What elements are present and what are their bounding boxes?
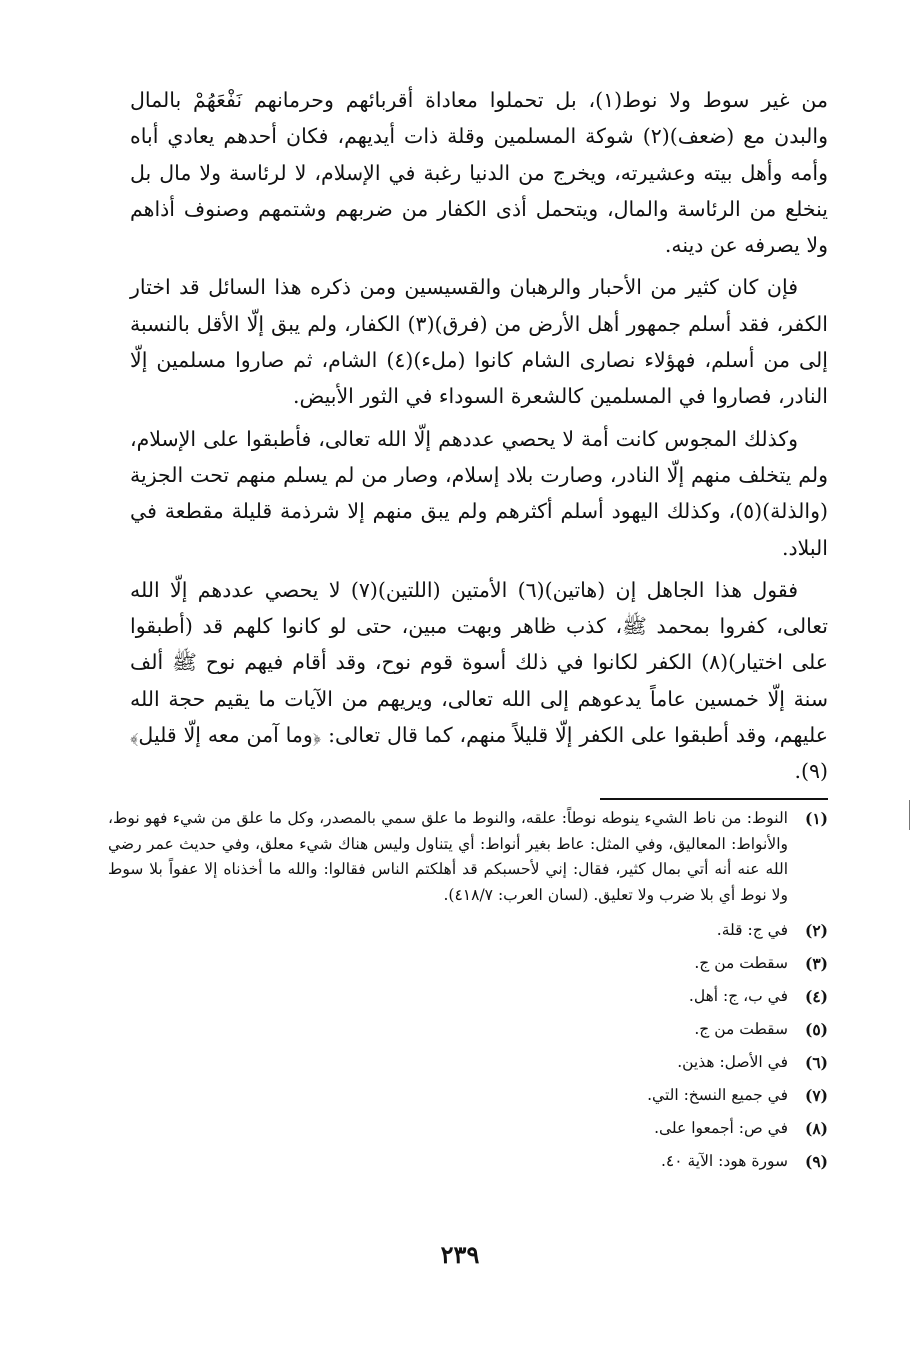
footnote-text: سقطت من ج. (694, 1020, 788, 1038)
footnote-text: في ص: أجمعوا على. (654, 1119, 788, 1137)
main-text (130, 82, 828, 796)
footnote-number: (٨) (804, 1119, 828, 1138)
footnote (108, 806, 828, 908)
footnote-number: (٥) (804, 1020, 828, 1039)
footnote (108, 1049, 828, 1076)
footnote (108, 983, 828, 1010)
paragraph (130, 82, 828, 263)
paragraph-text: فإن كان كثير من الأحبار والرهبان والقسيسين ومن ذكره هذا السائل قد اختار الكفر، فقد أسلم جمهور أهل الأرض من (فرق)(٣) الكفار، ولم يبق إلّا الأقل بالنسبة إلى من أسلم، فهؤلاء نصارى الشام كانوا (ملء)(٤) الشام، ثم صاروا مسلمين إلّا النادر، فصاروا في المسلمين كالشعرة السوداء في الثور الأبيض. (130, 275, 829, 409)
footnote-number: (٧) (804, 1086, 828, 1105)
footnote-text: سورة هود: الآية ٤٠. (660, 1152, 788, 1170)
footnote-number: (١) (804, 809, 828, 828)
footnote-text: في الأصل: هذين. (677, 1053, 788, 1071)
page-number: ٢٣٩ (440, 1240, 480, 1269)
footnote (108, 1082, 828, 1109)
paragraph (130, 421, 828, 566)
paragraph-text: وكذلك المجوس كانت أمة لا يحصي عددهم إلّا الله تعالى، فأطبقوا على الإسلام، ولم يتخلف منهم إلّا النادر، وصارت بلاد إسلام، وصار من لم يسلم منهم تحت الجزية (والذلة)(٥)، وكذلك اليهود أسلم أكثرهم ولم يبق منهم إلا شرذمة قليلة مقطعة في البلاد. (130, 426, 828, 560)
footnote-number: (٣) (804, 954, 828, 973)
footnote (108, 917, 828, 944)
footnote-number: (٢) (804, 921, 828, 940)
footnote (108, 1115, 828, 1142)
footnote-text: في ب، ج: أهل. (688, 987, 788, 1005)
footnote-number: (٦) (804, 1053, 828, 1072)
footnote-text: النوط: من ناط الشيء ينوطه نوطاً: علقه، والنوط ما علق سمي بالمصدر، وكل ما علق من شيء فهو نوط، والأنواط: المعاليق، وفي المثل: عاط بغير أنواط: أي يتناول وليس هناك شيء معلق، وفي حديث عمر رضي الله عنه أنه أتي بمال كثير، فقال: إني لأحسبكم قد أهلكتم الناس فقالوا: والله ما أخذناه إلا عفواً بلا سوط ولا نوط أي بلا ضرب ولا تعليق. (لسان العرب: ٤١٨/٧). (108, 809, 788, 904)
footnote (108, 1148, 828, 1175)
footnote-divider (600, 798, 828, 800)
footnote-number: (٤) (804, 987, 828, 1006)
paragraph (130, 269, 828, 414)
footnotes (108, 806, 828, 1181)
paragraph (130, 572, 828, 790)
footnote-text: في ج: قلة. (716, 921, 788, 939)
margin-mark (909, 800, 910, 830)
footnote-text: سقطت من ج. (694, 954, 788, 972)
footnote-number: (٩) (804, 1152, 828, 1171)
paragraph-text: من غير سوط ولا نوط(١)، بل تحملوا معاداة أقربائهم وحرمانهم نَفْعَهُمْ بالمال والبدن مع (ضعف)(٢) شوكة المسلمين وقلة ذات أيديهم، فكان أحدهم يعادي أباه وأمه وأهل بيته وعشيرته، ويخرج من الدنيا رغبة في الإسلام، لا لرئاسة ولا مال بل ينخلع من الرئاسة والمال، ويتحمل أذى الكفار من ضربهم وشتمهم وصنوف أذاهم ولا يصرفه عن دينه. (130, 88, 829, 258)
footnote (108, 1016, 828, 1043)
paragraph-text: فقول هذا الجاهل إن (هاتين)(٦) الأمتين (اللتين)(٧) لا يحصي عددهم إلّا الله تعالى، كفروا بمحمد ﷺ، كذب ظاهر وبهت مبين، حتى لو كانوا كلهم قد (أطبقوا على اختيار)(٨) الكفر لكانوا في ذلك أسوة قوم نوح، وقد أقام فيهم نوح ﷺ ألف سنة إلّا خمسين عاماً يدعوهم إلى الله تعالى، ويريهم من الآيات ما يقيم حجة الله عليهم، وقد أطبقوا على الكفر إلّا قليلاً منهم، كما قال تعالى: ﴿وما آمن معه إلّا قليل﴾(٩). (130, 577, 828, 784)
footnote-text: في جميع النسخ: التي. (647, 1086, 788, 1104)
footnote (108, 950, 828, 977)
